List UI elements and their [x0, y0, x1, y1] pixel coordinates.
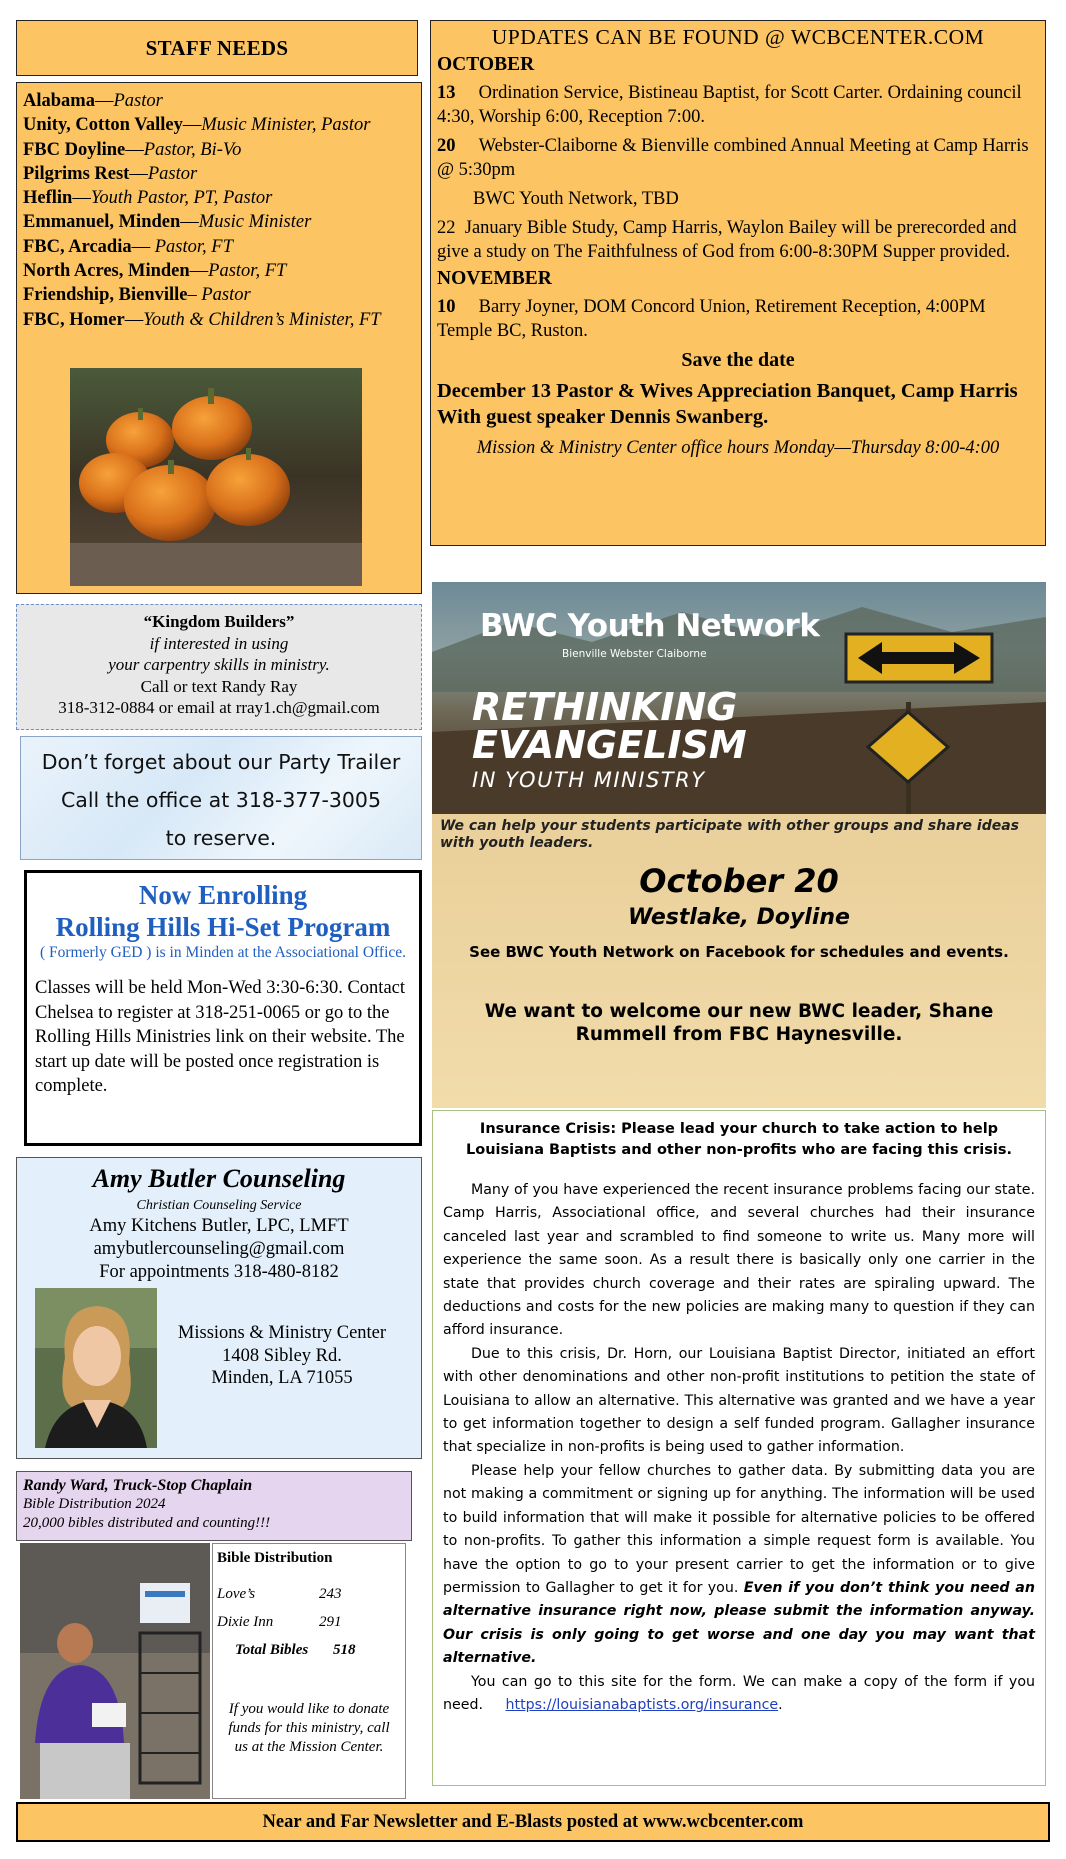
bible-total-label: Total Bibles: [235, 1642, 309, 1658]
bible-distribution-photo: [20, 1543, 210, 1799]
bible-row-loves-count: 243: [319, 1586, 342, 1602]
staff-church: FBC Doyline: [23, 139, 126, 160]
insurance-p4: You can go to this site for the form. We can make a copy of the form if you need. https://louisianabaptists.org/insurance.: [443, 1673, 1035, 1713]
staff-role: Youth Pastor, PT, Pastor: [90, 188, 273, 209]
staff-need-row: [23, 89, 415, 113]
staff-need-row: [23, 210, 415, 234]
youth-brand: BWC Youth Network: [480, 608, 820, 644]
amy-title: Amy Butler Counseling: [92, 1164, 346, 1193]
randy-title: Randy Ward, Truck-Stop Chaplain: [23, 1477, 253, 1494]
staff-church: FBC, Homer: [23, 309, 125, 330]
enroll-body: Classes will be held Mon-Wed 3:30-6:30. Contact Chelsea to register at 318-251-0065 or go to the Rolling Hills Ministries link on their website. The start up date will be posted once registration is complete.: [35, 978, 405, 1096]
staff-needs-title: [16, 20, 418, 76]
event-10-text: Barry Joyner, DOM Concord Union, Retirement Reception, 4:00PM Temple BC, Ruston.: [437, 297, 986, 341]
kb-contact: 318-312-0884 or email at rray1.ch@gmail.com: [58, 698, 380, 717]
banquet-event: December 13 Pastor & Wives Appreciation Banquet, Camp Harris With guest speaker Dennis Swanberg.: [437, 380, 1018, 428]
kingdom-builders-title: “Kingdom Builders”: [143, 612, 295, 631]
youth-brand-sub: Bienville Webster Claiborne: [562, 648, 707, 660]
event-22: [437, 216, 1039, 264]
amy-address: [167, 1322, 397, 1390]
staff-role: Pastor: [147, 163, 198, 184]
bible-row-dixie-count: 291: [319, 1614, 342, 1630]
event-22-text: January Bible Study, Camp Harris, Waylon Bailey will be prerecorded and give a study on The Faithfulness of God from 6:00-8:30PM Supper provided.: [437, 218, 1017, 262]
staff-church: Friendship, Bienville: [23, 285, 188, 306]
amy-addr2: 1408 Sibley Rd.: [222, 1345, 342, 1366]
youth-place: Westlake, Doyline: [628, 905, 850, 930]
office-hours: Mission & Ministry Center office hours Monday—Thursday 8:00-4:00: [476, 438, 1000, 458]
randy-line2: 20,000 bibles distributed and counting!!!: [23, 1515, 271, 1531]
kb-line2: your carpentry skills in ministry.: [108, 655, 330, 674]
event-13: [437, 81, 1039, 129]
staff-need-row: [23, 259, 415, 283]
amy-subtitle: Christian Counseling Service: [136, 1198, 302, 1213]
staff-dash: —: [129, 163, 148, 184]
staff-dash: —: [72, 188, 91, 209]
enroll-heading: Now Enrolling: [138, 880, 308, 910]
event-10: [437, 295, 1039, 343]
staff-dash: —: [125, 139, 144, 160]
staff-dash: —: [94, 91, 114, 111]
staff-need-row: [23, 308, 415, 332]
bible-distribution-table: [212, 1543, 406, 1799]
amy-addr1: Missions & Ministry Center: [177, 1323, 387, 1343]
staff-church: Alabama: [23, 91, 95, 111]
staff-role: Pastor: [196, 285, 251, 306]
staff-role: Youth & Children’s Minister, FT: [143, 309, 381, 330]
insurance-p3a: Please help your fellow churches to gather data. By submitting data you are not making a commitment or signing up for anything. The information will be used to build information that will make it possible for alternative policies to be offered to non-profits. To gather this information a simple request form is available. You have the option to go to your present carrier to get the information or to give permission to Gallagher to get it for you.: [443, 1462, 1035, 1596]
staff-role: Pastor, Bi-Vo: [143, 139, 242, 160]
staff-church: North Acres, Minden: [23, 261, 190, 282]
bible-total: 518: [333, 1642, 356, 1658]
bible-title: Bible Distribution: [217, 1550, 333, 1566]
staff-needs-heading: STAFF NEEDS: [145, 35, 289, 60]
staff-need-row: [23, 186, 415, 210]
staff-church: Pilgrims Rest: [23, 163, 130, 184]
staff-role: Music Minister: [198, 212, 312, 233]
staff-dash: —: [180, 212, 199, 233]
staff-role: Pastor, FT: [208, 261, 287, 282]
event-13-text: Ordination Service, Bistineau Baptist, for Scott Carter. Ordaining council 4:30, Worship 6:00, Reception 7:00.: [437, 83, 1022, 127]
amy-email: amybutlercounseling@gmail.com: [93, 1239, 345, 1259]
staff-needs-list: [16, 82, 422, 594]
staff-church: Heflin: [23, 188, 73, 209]
youth-blurb: We can help your students participate with other groups and share ideas with youth leaders.: [440, 818, 1019, 851]
pumpkins-photo: [70, 368, 362, 586]
event-22-day: 22: [437, 218, 456, 238]
month-november: NOVEMBER: [437, 268, 552, 289]
footer-text: Near and Far Newsletter and E-Blasts posted at www.wcbcenter.com: [262, 1811, 804, 1832]
insurance-link[interactable]: https://louisianabaptists.org/insurance: [505, 1696, 779, 1713]
amy-name: Amy Kitchens Butler, LPC, LMFT: [89, 1216, 349, 1236]
staff-need-row: [23, 235, 415, 259]
kb-line3: Call or text Randy Ray: [140, 676, 298, 696]
insurance-p3b: Even if you don’t think you need an alternative insurance right now, please submit the information anyway. Our crisis is only going to get worse and one day you may want that alternative.: [443, 1579, 1035, 1667]
staff-dash: —: [124, 309, 144, 330]
insurance-p1: Many of you have experienced the recent insurance problems facing our state. Camp Harris, Associational office, and several churches had their insurance canceled last year and scrambled to find someone to write us. Many more will experience the same soon. As a result there is basically only one carrier in the state that provides church coverage and their rates are spiraling upward. The deductions and costs for the new policies are making many to question if they can afford insurance.: [443, 1182, 1035, 1339]
staff-role: Music Minister, Pastor: [201, 115, 371, 136]
updates-box: [430, 20, 1046, 546]
amy-butler-photo: [35, 1288, 157, 1448]
staff-dash: —: [189, 261, 209, 282]
footer-banner: [16, 1802, 1050, 1842]
event-13-day: 13: [437, 83, 456, 103]
month-october: OCTOBER: [437, 54, 535, 75]
staff-need-row: [23, 283, 415, 307]
amy-addr3: Minden, LA 71055: [211, 1368, 353, 1388]
bible-row-loves-name: Love’s: [217, 1586, 256, 1602]
staff-role: Pastor, FT: [150, 236, 233, 257]
updates-title: UPDATES CAN BE FOUND @ WCBCENTER.COM: [491, 25, 985, 49]
staff-dash: –: [187, 285, 197, 306]
party-line3: to reserve.: [165, 826, 277, 850]
bible-row-dixie-name: Dixie Inn: [217, 1614, 274, 1630]
kingdom-builders-box: [16, 604, 422, 730]
insurance-p4-text: You can go to this site for the form. We can make a copy of the form if you need.: [443, 1673, 1035, 1713]
save-the-date: Save the date: [681, 349, 795, 371]
youth-head1: RETHINKING: [472, 685, 738, 729]
insurance-p3: [443, 1460, 1035, 1671]
youth-head3: IN YOUTH MINISTRY: [472, 768, 706, 792]
staff-dash: —: [131, 236, 151, 257]
insurance-crisis-box: [432, 1110, 1046, 1786]
event-20: [437, 134, 1039, 182]
youth-facebook: See BWC Youth Network on Facebook for schedules and events.: [469, 943, 1009, 961]
event-youth-network: BWC Youth Network, TBD: [473, 189, 679, 209]
youth-network-flyer: [432, 582, 1046, 1108]
staff-church: Unity, Cotton Valley: [23, 115, 183, 136]
hiset-enrolling-box: [24, 870, 422, 1146]
staff-church: FBC, Arcadia: [23, 236, 132, 257]
event-10-day: 10: [437, 297, 456, 317]
youth-banner: [432, 582, 1046, 814]
staff-need-row: [23, 162, 415, 186]
randy-line1: Bible Distribution 2024: [23, 1496, 166, 1512]
kb-line1: if interested in using: [149, 633, 289, 653]
amy-phone: For appointments 318-480-8182: [99, 1262, 339, 1282]
staff-role: Pastor: [113, 91, 163, 111]
party-trailer-box: [20, 736, 422, 860]
youth-welcome: We want to welcome our new BWC leader, Shane Rummell from FBC Haynesville.: [484, 1001, 994, 1045]
staff-church: Emmanuel, Minden: [23, 212, 181, 233]
insurance-heading: Insurance Crisis: Please lead your church to take action to help Louisiana Baptists and other non-profits who are facing this crisis.: [466, 1121, 1012, 1158]
enroll-program: Rolling Hills Hi-Set Program: [55, 912, 391, 942]
truck-stop-chaplain-box: [16, 1471, 412, 1541]
youth-date: October 20: [639, 862, 839, 900]
staff-need-row: [23, 138, 415, 162]
youth-head2: EVANGELISM: [472, 723, 747, 767]
party-line2: Call the office at 318-377-3005: [60, 788, 382, 812]
party-line1: Don’t forget about our Party Trailer: [41, 750, 401, 774]
amy-butler-counseling-box: [16, 1157, 422, 1459]
enroll-sub: ( Formerly GED ) is in Minden at the Associational Office.: [39, 944, 407, 961]
staff-need-row: [23, 113, 415, 137]
event-20-day: 20: [437, 136, 456, 156]
event-20-text: Webster-Claiborne & Bienville combined Annual Meeting at Camp Harris @ 5:30pm: [437, 136, 1029, 180]
staff-dash: —: [182, 115, 202, 136]
bible-note: If you would like to donate funds for this ministry, call us at the Mission Center.: [228, 1701, 390, 1755]
insurance-p2: Due to this crisis, Dr. Horn, our Louisiana Baptist Director, initiated an effort with other denominations and other non-profit institutions to petition the state of Louisiana to allow an alternative. This alternative was granted and we have a year to get information together to design a self funded program. Gallagher insurance that specialize in non-profits is being used to gather information.: [443, 1345, 1035, 1456]
